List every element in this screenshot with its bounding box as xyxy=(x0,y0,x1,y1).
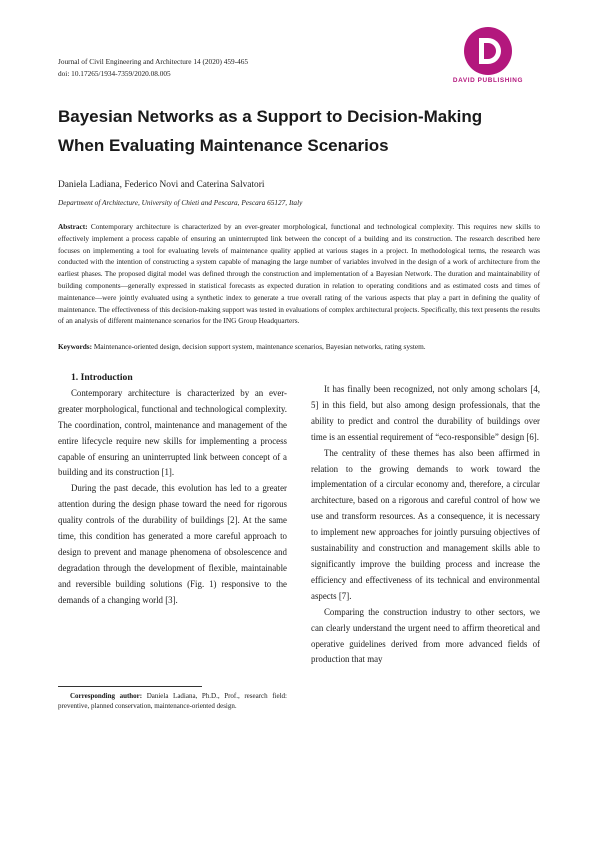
publisher-logo-text: DAVID PUBLISHING xyxy=(452,77,524,84)
body-column-left xyxy=(58,370,287,609)
abstract-text: Contemporary architecture is characterized by an ever-greater morphological, functional and technological complexity. This requires new skills to effectively implement a process capable of ensuring an uninterrupted link between the concept of a building and its construction. The research described here focuses on implementing a tool for evaluating levels of maintenance quality applied at various stages in a project. In methodological terms, the research was conducted with the intention of constructing a system capable of managing the large number of variables involved in the design of a work of architecture from the earliest phases. The proposed digital model was defined through the construction and implementation of a Bayesian Network. The duration and maintainability of building components—generally expressed in statistical forecasts as expected duration in relation to operating conditions and as estimated costs and times of maintenance—were jointly evaluated using a synthetic index to generate a true overall rating of the various aspects that play a part in defining the quality of maintenance. The effectiveness of this decision-making support was tested in evaluations of complex architectural projects. Specifically, this text presents the results of an analysis of different maintenance scenarios for the ING Group Headquarters. xyxy=(58,222,540,326)
keywords-text: Maintenance-oriented design, decision support system, maintenance scenarios, Bayesian networks, rating system. xyxy=(93,342,426,351)
body-column-right xyxy=(311,382,540,668)
journal-header xyxy=(58,56,248,80)
paragraph: It has finally been recognized, not only among scholars [4, 5] in this field, but also among design professionals, that the ability to predict and control the durability of buildings over time is an essential requirement of “eco-responsible” design [6]. xyxy=(311,384,540,442)
paper-title-line-2: When Evaluating Maintenance Scenarios xyxy=(58,136,389,155)
footnote-label: Corresponding author: xyxy=(70,692,143,700)
paragraph: The centrality of these themes has also been affirmed in relation to the growing demands to work toward the implementation of a circular economy and, therefore, a circular architecture, based on a rigorous and careful control of how we use and transform resources. As a consequence, it is necessary to implement new approaches for jointly pursuing objectives of sustainability and construction and management skills able to significantly improve the building process and increase the efficiency and effectiveness of its technical and environmental aspects [7]. xyxy=(311,447,540,601)
keywords xyxy=(58,342,540,351)
affiliation: Department of Architecture, University of Chieti and Pescara, Pescara 65127, Italy xyxy=(58,198,303,207)
publisher-logo xyxy=(430,26,546,96)
journal-citation: Journal of Civil Engineering and Architecture 14 (2020) 459-465 xyxy=(58,57,249,66)
footnote-divider xyxy=(58,686,202,687)
abstract-label: Abstract: xyxy=(58,222,88,231)
footnote-text: Daniela Ladiana, Ph.D., Prof., research field: preventive, planned conservation, maintenance-oriented design. xyxy=(58,692,287,710)
paragraph: Comparing the construction industry to other sectors, we can clearly understand the urgent need to affirm theoretical and operative guidelines derived from more advanced fields of production that may xyxy=(311,606,540,665)
footnote xyxy=(58,691,287,711)
authors: Daniela Ladiana, Federico Novi and Caterina Salvatori xyxy=(58,180,265,190)
publisher-logo-icon xyxy=(430,26,546,78)
paragraph: Contemporary architecture is characterized by an ever-greater morphological, functional and technological complexity. The coordination, control, maintenance and management of the entire lifecycle require new skills for implementing a process capable of ensuring an uninterrupted link between concept of a building and its construction [1]. xyxy=(58,387,287,478)
section-heading: 1. Introduction xyxy=(71,372,133,383)
paragraph: During the past decade, this evolution has led to a greater attention during the design phase toward the need for rigorous quality controls of the durability of buildings [2]. At the same time, this condition has generated a more careful approach to design to prevent and manage phenomena of obsolescence and degradation through the development of flexible, maintainable and reversible building solutions (Fig. 1) responsive to the demands of a changing world [3]. xyxy=(58,483,287,605)
abstract xyxy=(58,221,540,327)
keywords-label: Keywords: xyxy=(58,342,93,351)
paper-title-line-1: Bayesian Networks as a Support to Decision-Making xyxy=(58,107,483,126)
journal-doi: doi: 10.17265/1934-7359/2020.08.005 xyxy=(58,69,171,78)
paper-title xyxy=(58,102,538,160)
